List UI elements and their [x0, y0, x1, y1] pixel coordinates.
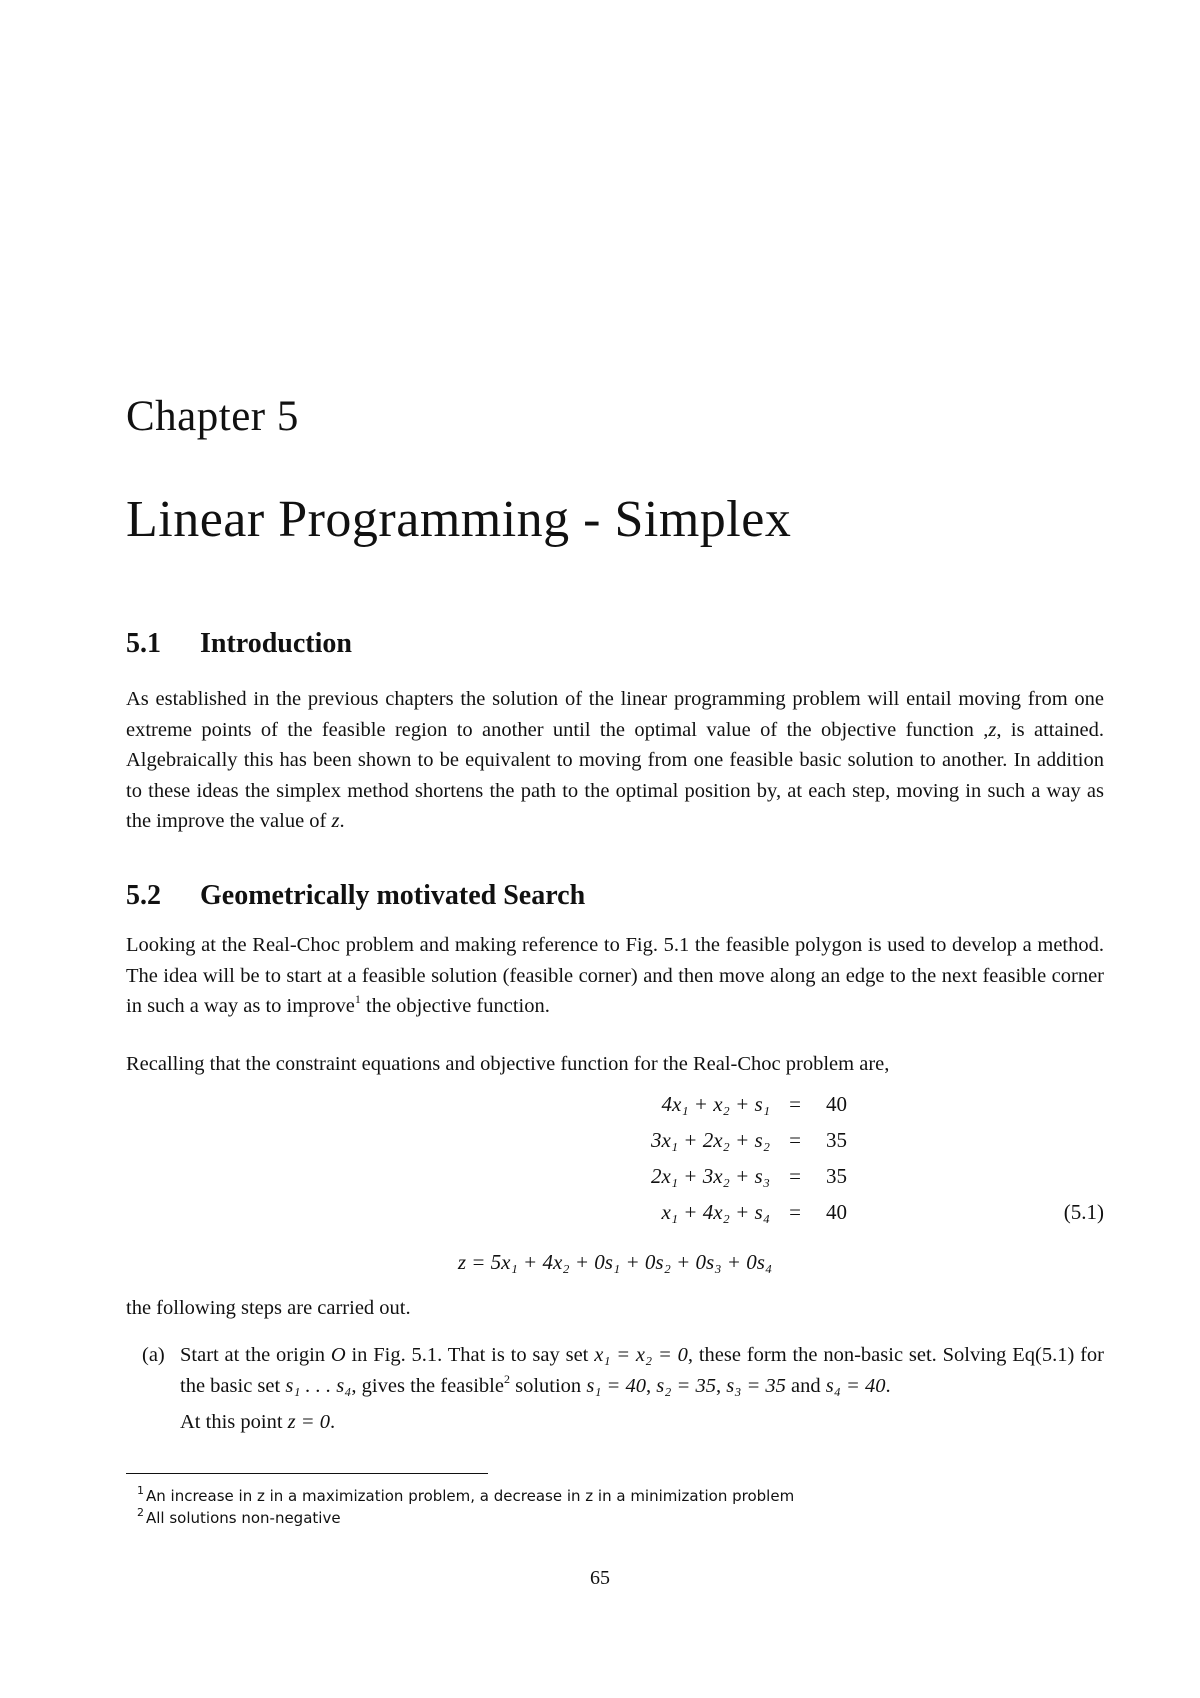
section-number: 5.1 [126, 628, 161, 659]
math-expression: x₁ = x₂ = 0 [594, 1344, 688, 1366]
objective-function: z = 5x₁ + 4x₂ + 0s₁ + 0s₂ + 0s₃ + 0s₄ [457, 1250, 773, 1274]
footnote-divider [126, 1473, 488, 1474]
text-run: , gives the feasible [351, 1374, 504, 1397]
chapter-label: Chapter 5 [126, 393, 299, 440]
footnote-text: An increase in z in a maximization problem, a decrease in z in a minimization problem [146, 1487, 795, 1505]
footnote [137, 1506, 341, 1527]
recalling-paragraph: Recalling that the constraint equations and objective function for the Real-Choc problem are, [126, 1053, 890, 1075]
section-number: 5.2 [126, 880, 161, 911]
section-title: Introduction [200, 628, 352, 659]
math-variable: O [330, 1344, 346, 1366]
text-run: , [646, 1374, 657, 1397]
equation-relation: = [789, 1200, 801, 1224]
equation-rhs: 40 [826, 1200, 847, 1224]
section-title: Geometrically motivated Search [200, 880, 586, 911]
math-expression: s₁ = 40 [586, 1374, 647, 1397]
equation-rhs: 40 [826, 1092, 847, 1116]
text-run: At this point [180, 1411, 288, 1433]
text-run: in Fig. 5.1. That is to say set [345, 1344, 595, 1366]
text-run: , is attained. Algebraically this has been shown to be equivalent to moving from one feasible basic solution to another. In addition to these ideas the simplex method shortens the path to the optimal position by, at each step, moving in such a way as the improve the value of [126, 718, 1104, 832]
text-run: As established in the previous chapters the solution of the linear programming problem will entail moving from one extreme points of the feasible region to another until the optimal value of the objective function , [126, 688, 1104, 741]
math-expression: s₄ = 40 [825, 1374, 886, 1397]
footnote-reference: 1 [354, 992, 361, 1006]
text-run: Looking at the Real-Choc problem and making reference to Fig. 5.1 the feasible polygon is used to develop a method. The idea will be to start at a feasible solution (feasible corner) and then move along an edge to the next feasible corner in such a way as to improve [126, 934, 1104, 1017]
text-run: . [329, 1411, 336, 1433]
equation-row [126, 1164, 1104, 1200]
list-marker: (a) [142, 1344, 165, 1366]
footnote-mark: 2 [137, 1506, 144, 1519]
list-item [180, 1340, 1104, 1438]
math-expression: z = 0 [287, 1411, 330, 1433]
footnote-reference: 2 [503, 1371, 510, 1386]
section-heading-geometric-search [126, 880, 585, 912]
step-text [180, 1340, 1104, 1401]
footnote [137, 1484, 795, 1505]
equation-number: (5.1) [1063, 1200, 1104, 1224]
introduction-paragraph [126, 684, 1104, 837]
text-run: . [885, 1374, 891, 1397]
math-variable: z [988, 718, 997, 741]
equation-rhs: 35 [826, 1164, 847, 1188]
equation-row [126, 1092, 1104, 1128]
math-variable: z [331, 810, 340, 832]
math-expression: s₂ = 35 [656, 1374, 716, 1397]
text-run: the objective function. [360, 995, 550, 1017]
equation-relation: = [789, 1092, 801, 1116]
text-run: solution [509, 1374, 587, 1397]
equation-row [126, 1200, 1104, 1236]
text-run: Start at the origin [180, 1344, 331, 1366]
chapter-title: Linear Programming - Simplex [126, 491, 792, 548]
step-text [180, 1407, 1104, 1438]
equation-lhs: 4x₁ + x₂ + s₁ [661, 1092, 770, 1116]
page-number: 65 [590, 1567, 610, 1589]
math-expression: s₁ . . . s₄ [285, 1374, 352, 1397]
geometric-search-paragraph [126, 930, 1104, 1022]
math-expression: s₃ = 35 [726, 1374, 786, 1397]
equation-relation: = [789, 1164, 801, 1188]
section-heading-introduction [126, 628, 352, 660]
equation-lhs: 2x₁ + 3x₂ + s₃ [650, 1164, 770, 1188]
equation-lhs: 3x₁ + 2x₂ + s₂ [650, 1128, 770, 1152]
footnote-mark: 1 [137, 1484, 144, 1497]
text-run: . [339, 810, 345, 832]
steps-intro: the following steps are carried out. [126, 1297, 411, 1319]
text-run: , [715, 1374, 727, 1397]
footnote-text: All solutions non-negative [146, 1509, 341, 1527]
equation-relation: = [789, 1128, 801, 1152]
equation-rhs: 35 [826, 1128, 847, 1152]
text-run: and [785, 1374, 826, 1397]
equation-lhs: x₁ + 4x₂ + s₄ [661, 1200, 770, 1224]
text-run: , these form the non-basic set. Solving Eq(5.1) for the basic set [180, 1344, 1104, 1397]
equation-row [126, 1128, 1104, 1164]
